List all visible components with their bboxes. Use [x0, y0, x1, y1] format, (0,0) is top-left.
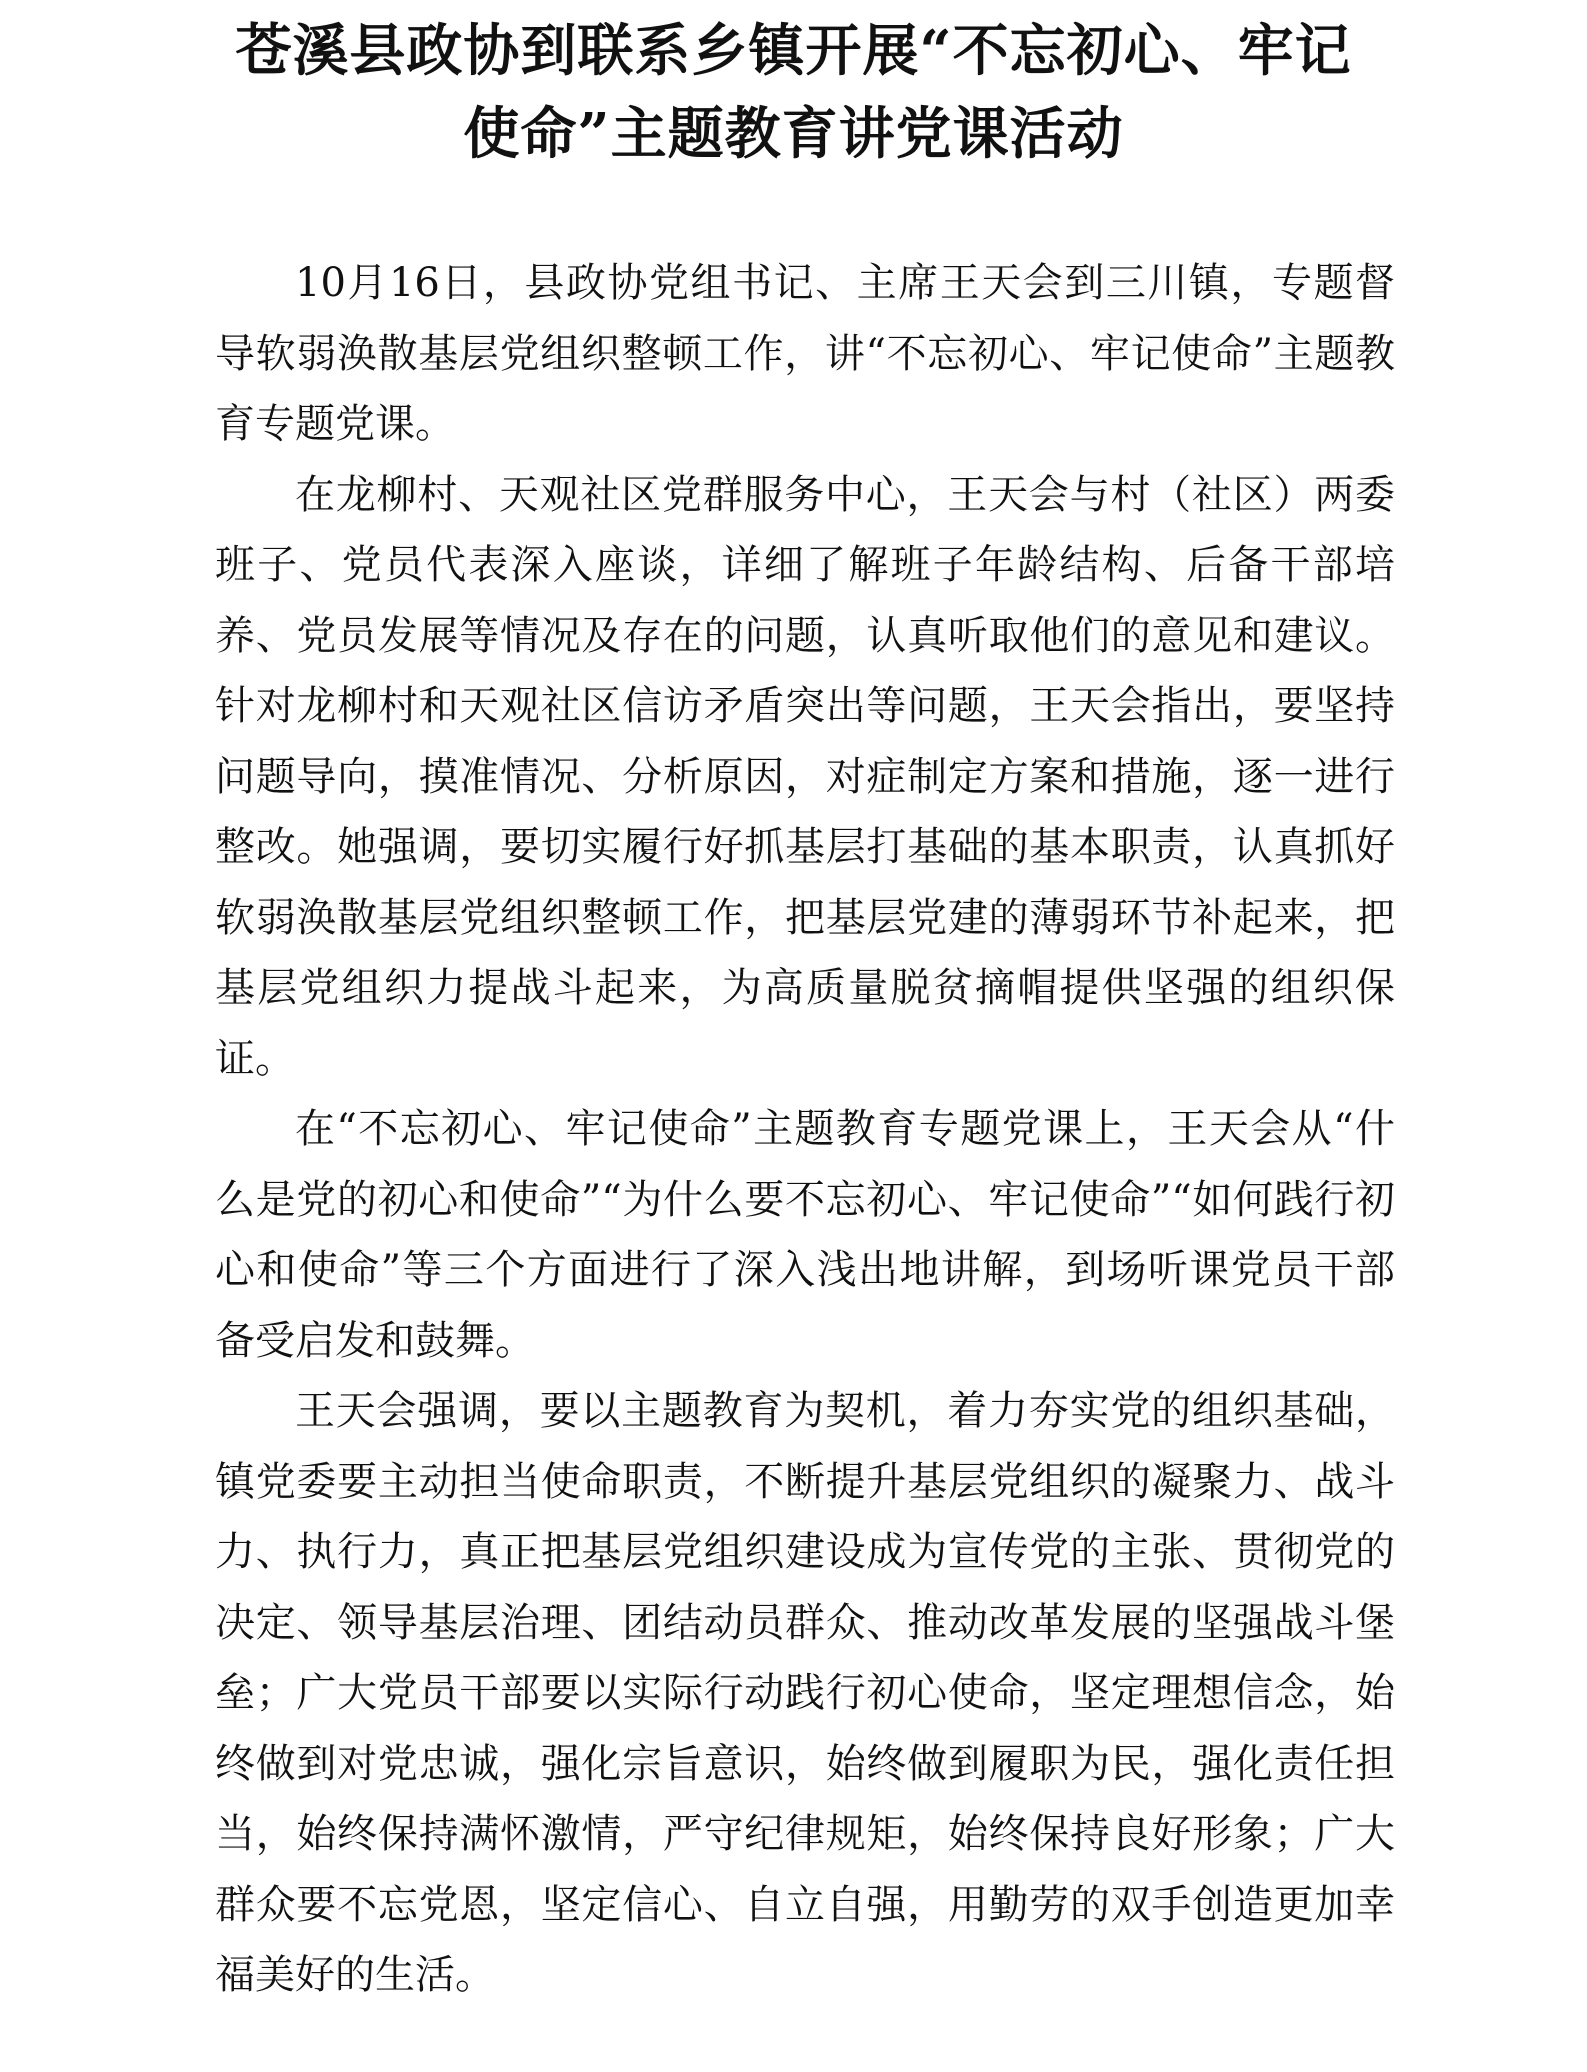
- paragraph-3: 在“不忘初心、牢记使命”主题教育专题党课上，王天会从“什么是党的初心和使命”“为什么要不忘初心、牢记使命”“如何践行初心和使命”等三个方面进行了深入浅出地讲解，到场听课党员干部备受启发和鼓舞。: [215, 1106, 1395, 1364]
- title-line-2: 使命”主题教育讲党课活动: [463, 101, 1124, 167]
- paragraph-2: 在龙柳村、天观社区党群服务中心，王天会与村（社区）两委班子、党员代表深入座谈，详细了解班子年龄结构、后备干部培养、党员发展等情况及存在的问题，认真听取他们的意见和建议。针对龙柳村和天观社区信访矛盾突出等问题，王天会指出，要坚持问题导向，摸准情况、分析原因，对症制定方案和措施，逐一进行整改。她强调，要切实履行好抓基层打基础的基本职责，认真抓好软弱涣散基层党组织整顿工作，把基层党建的薄弱环节补起来，把基层党组织力提战斗起来，为高质量脱贫摘帽提供坚强的组织保证。: [215, 471, 1395, 1082]
- paragraph-4: 王天会强调，要以主题教育为契机，着力夯实党的组织基础，镇党委要主动担当使命职责，不断提升基层党组织的凝聚力、战斗力、执行力，真正把基层党组织建设成为宣传党的主张、贯彻党的决定、领导基层治理、团结动员群众、推动改革发展的坚强战斗堡垒；广大党员干部要以实际行动践行初心使命，坚定理想信念，始终做到对党忠诚，强化宗旨意识，始终做到履职为民，强化责任担当，始终保持满怀激情，严守纪律规矩，始终保持良好形象；广大群众要不忘党恩，坚定信心、自立自强，用勤劳的双手创造更加幸福美好的生活。: [215, 1388, 1395, 1998]
- document-body: [215, 248, 1395, 2011]
- paragraph-1: 10月16日，县政协党组书记、主席王天会到三川镇，专题督导软弱涣散基层党组织整顿工作，讲“不忘初心、牢记使命”主题教育专题党课。: [215, 260, 1395, 447]
- document-title: [205, 10, 1382, 176]
- title-line-1: 苍溪县政协到联系乡镇开展“不忘初心、牢记: [235, 18, 1352, 84]
